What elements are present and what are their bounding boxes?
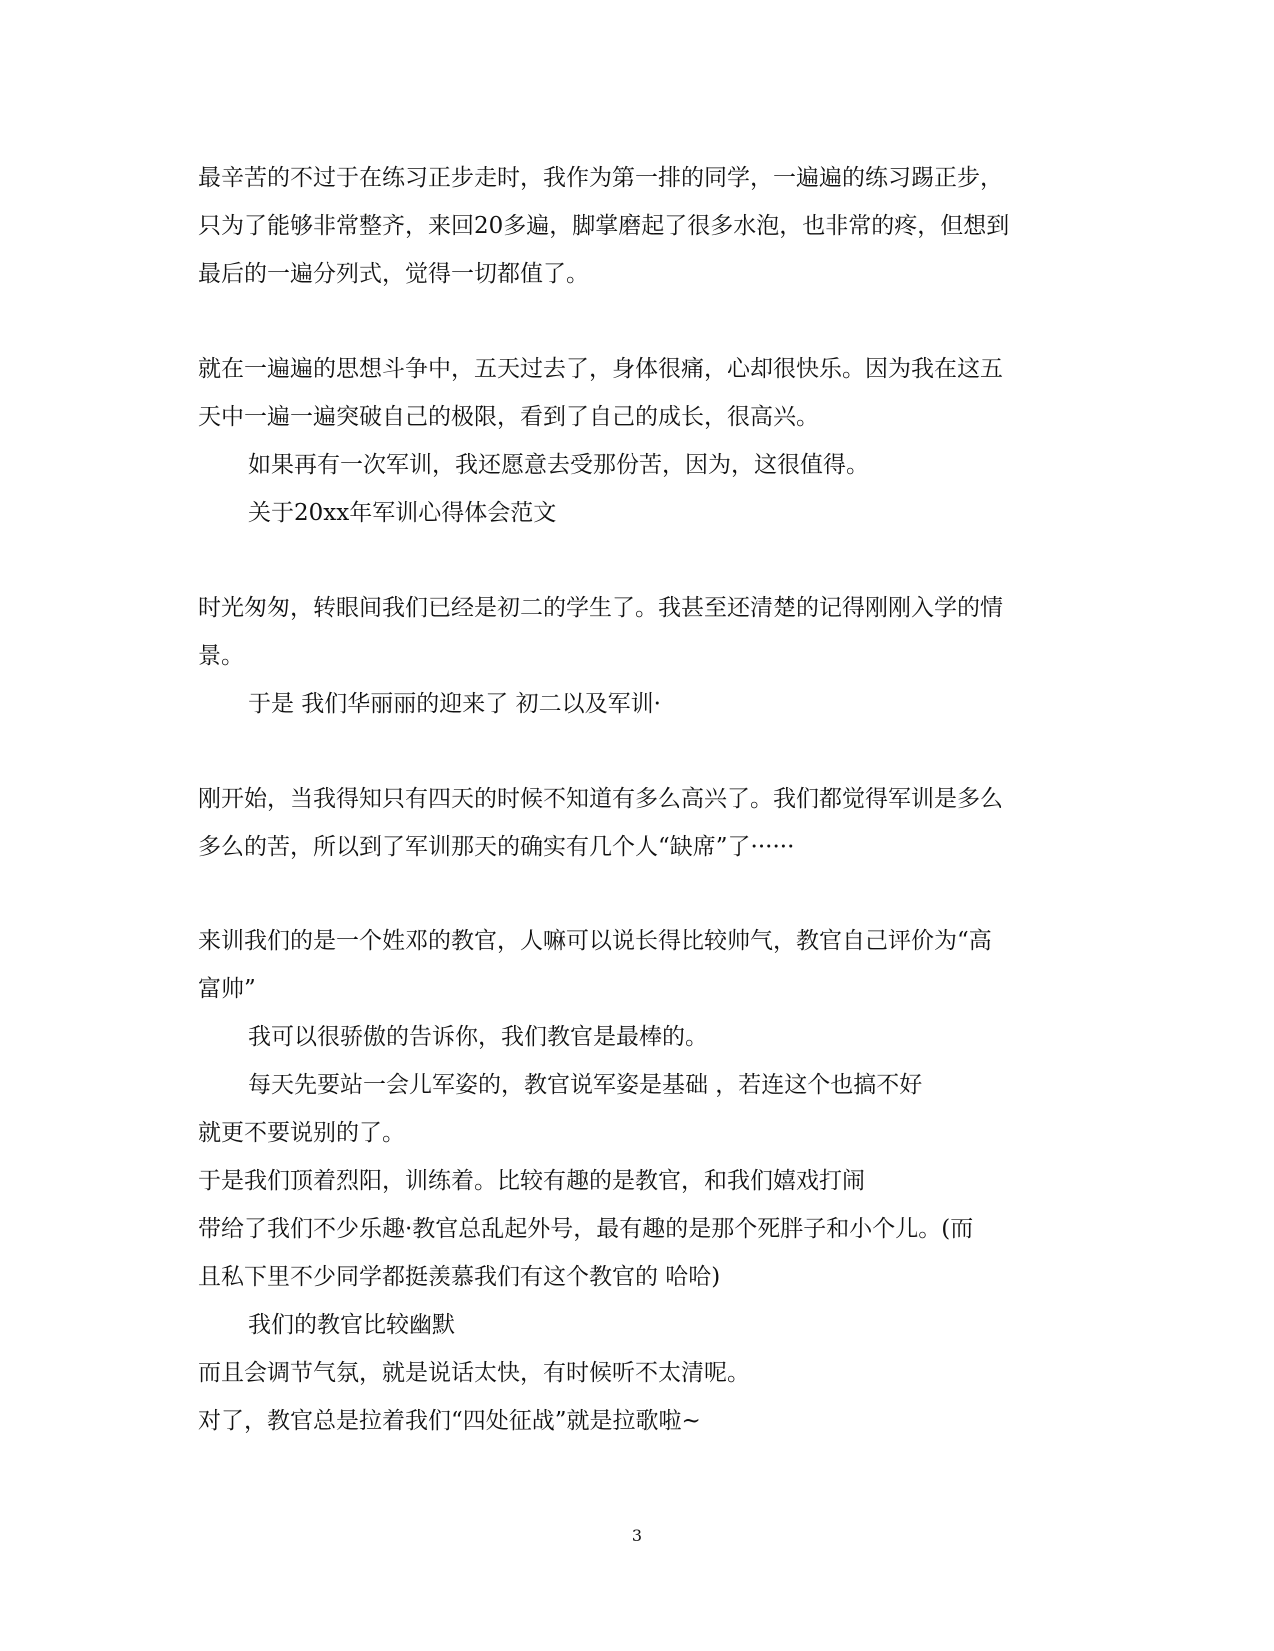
paragraph-line: 多么的苦，所以到了军训那天的确实有几个人“缺席”了······ <box>198 834 795 860</box>
paragraph-line: 只为了能够非常整齐，来回20多遍，脚掌磨起了很多水泡，也非常的疼，但想到 <box>198 213 1010 239</box>
paragraph-line: 我们的教官比较幽默 <box>248 1312 455 1338</box>
paragraph-line: 对了，教官总是拉着我们“四处征战”就是拉歌啦~ <box>198 1408 701 1434</box>
paragraph-line: 刚开始，当我得知只有四天的时候不知道有多么高兴了。我们都觉得军训是多么 <box>198 786 1003 812</box>
paragraph-line: 如果再有一次军训，我还愿意去受那份苦，因为，这很值得。 <box>248 452 869 478</box>
paragraph-line: 且私下里不少同学都挺羡慕我们有这个教官的 哈哈) <box>198 1264 721 1290</box>
paragraph-line: 天中一遍一遍突破自己的极限，看到了自己的成长，很高兴。 <box>198 404 819 430</box>
paragraph-line: 就更不要说别的了。 <box>198 1120 405 1146</box>
paragraph-line: 时光匆匆，转眼间我们已经是初二的学生了。我甚至还清楚的记得刚刚入学的情 <box>198 595 1003 621</box>
paragraph-line: 来训我们的是一个姓邓的教官，人嘛可以说长得比较帅气，教官自己评价为“高 <box>198 928 992 954</box>
page-number: 3 <box>631 1526 643 1545</box>
paragraph-line: 最辛苦的不过于在练习正步走时，我作为第一排的同学，一遍遍的练习踢正步， <box>198 165 1003 191</box>
paragraph-line: 就在一遍遍的思想斗争中，五天过去了，身体很痛，心却很快乐。因为我在这五 <box>198 356 1003 382</box>
section-heading: 关于20xx年军训心得体会范文 <box>248 500 557 526</box>
paragraph-line: 每天先要站一会儿军姿的，教官说军姿是基础 ，若连这个也搞不好 <box>248 1072 923 1098</box>
paragraph-line: 带给了我们不少乐趣·教官总乱起外号，最有趣的是那个死胖子和小个儿。(而 <box>198 1216 974 1242</box>
paragraph-line: 富帅” <box>198 976 256 1002</box>
paragraph-line: 景。 <box>198 643 244 669</box>
paragraph-line: 我可以很骄傲的告诉你，我们教官是最棒的。 <box>248 1024 708 1050</box>
paragraph-line: 而且会调节气氛，就是说话太快，有时候听不太清呢。 <box>198 1360 750 1386</box>
paragraph-line: 最后的一遍分列式，觉得一切都值了。 <box>198 261 589 287</box>
paragraph-line: 于是 我们华丽丽的迎来了 初二以及军训· <box>248 691 661 717</box>
paragraph-line: 于是我们顶着烈阳，训练着。比较有趣的是教官，和我们嬉戏打闹 <box>198 1168 865 1194</box>
